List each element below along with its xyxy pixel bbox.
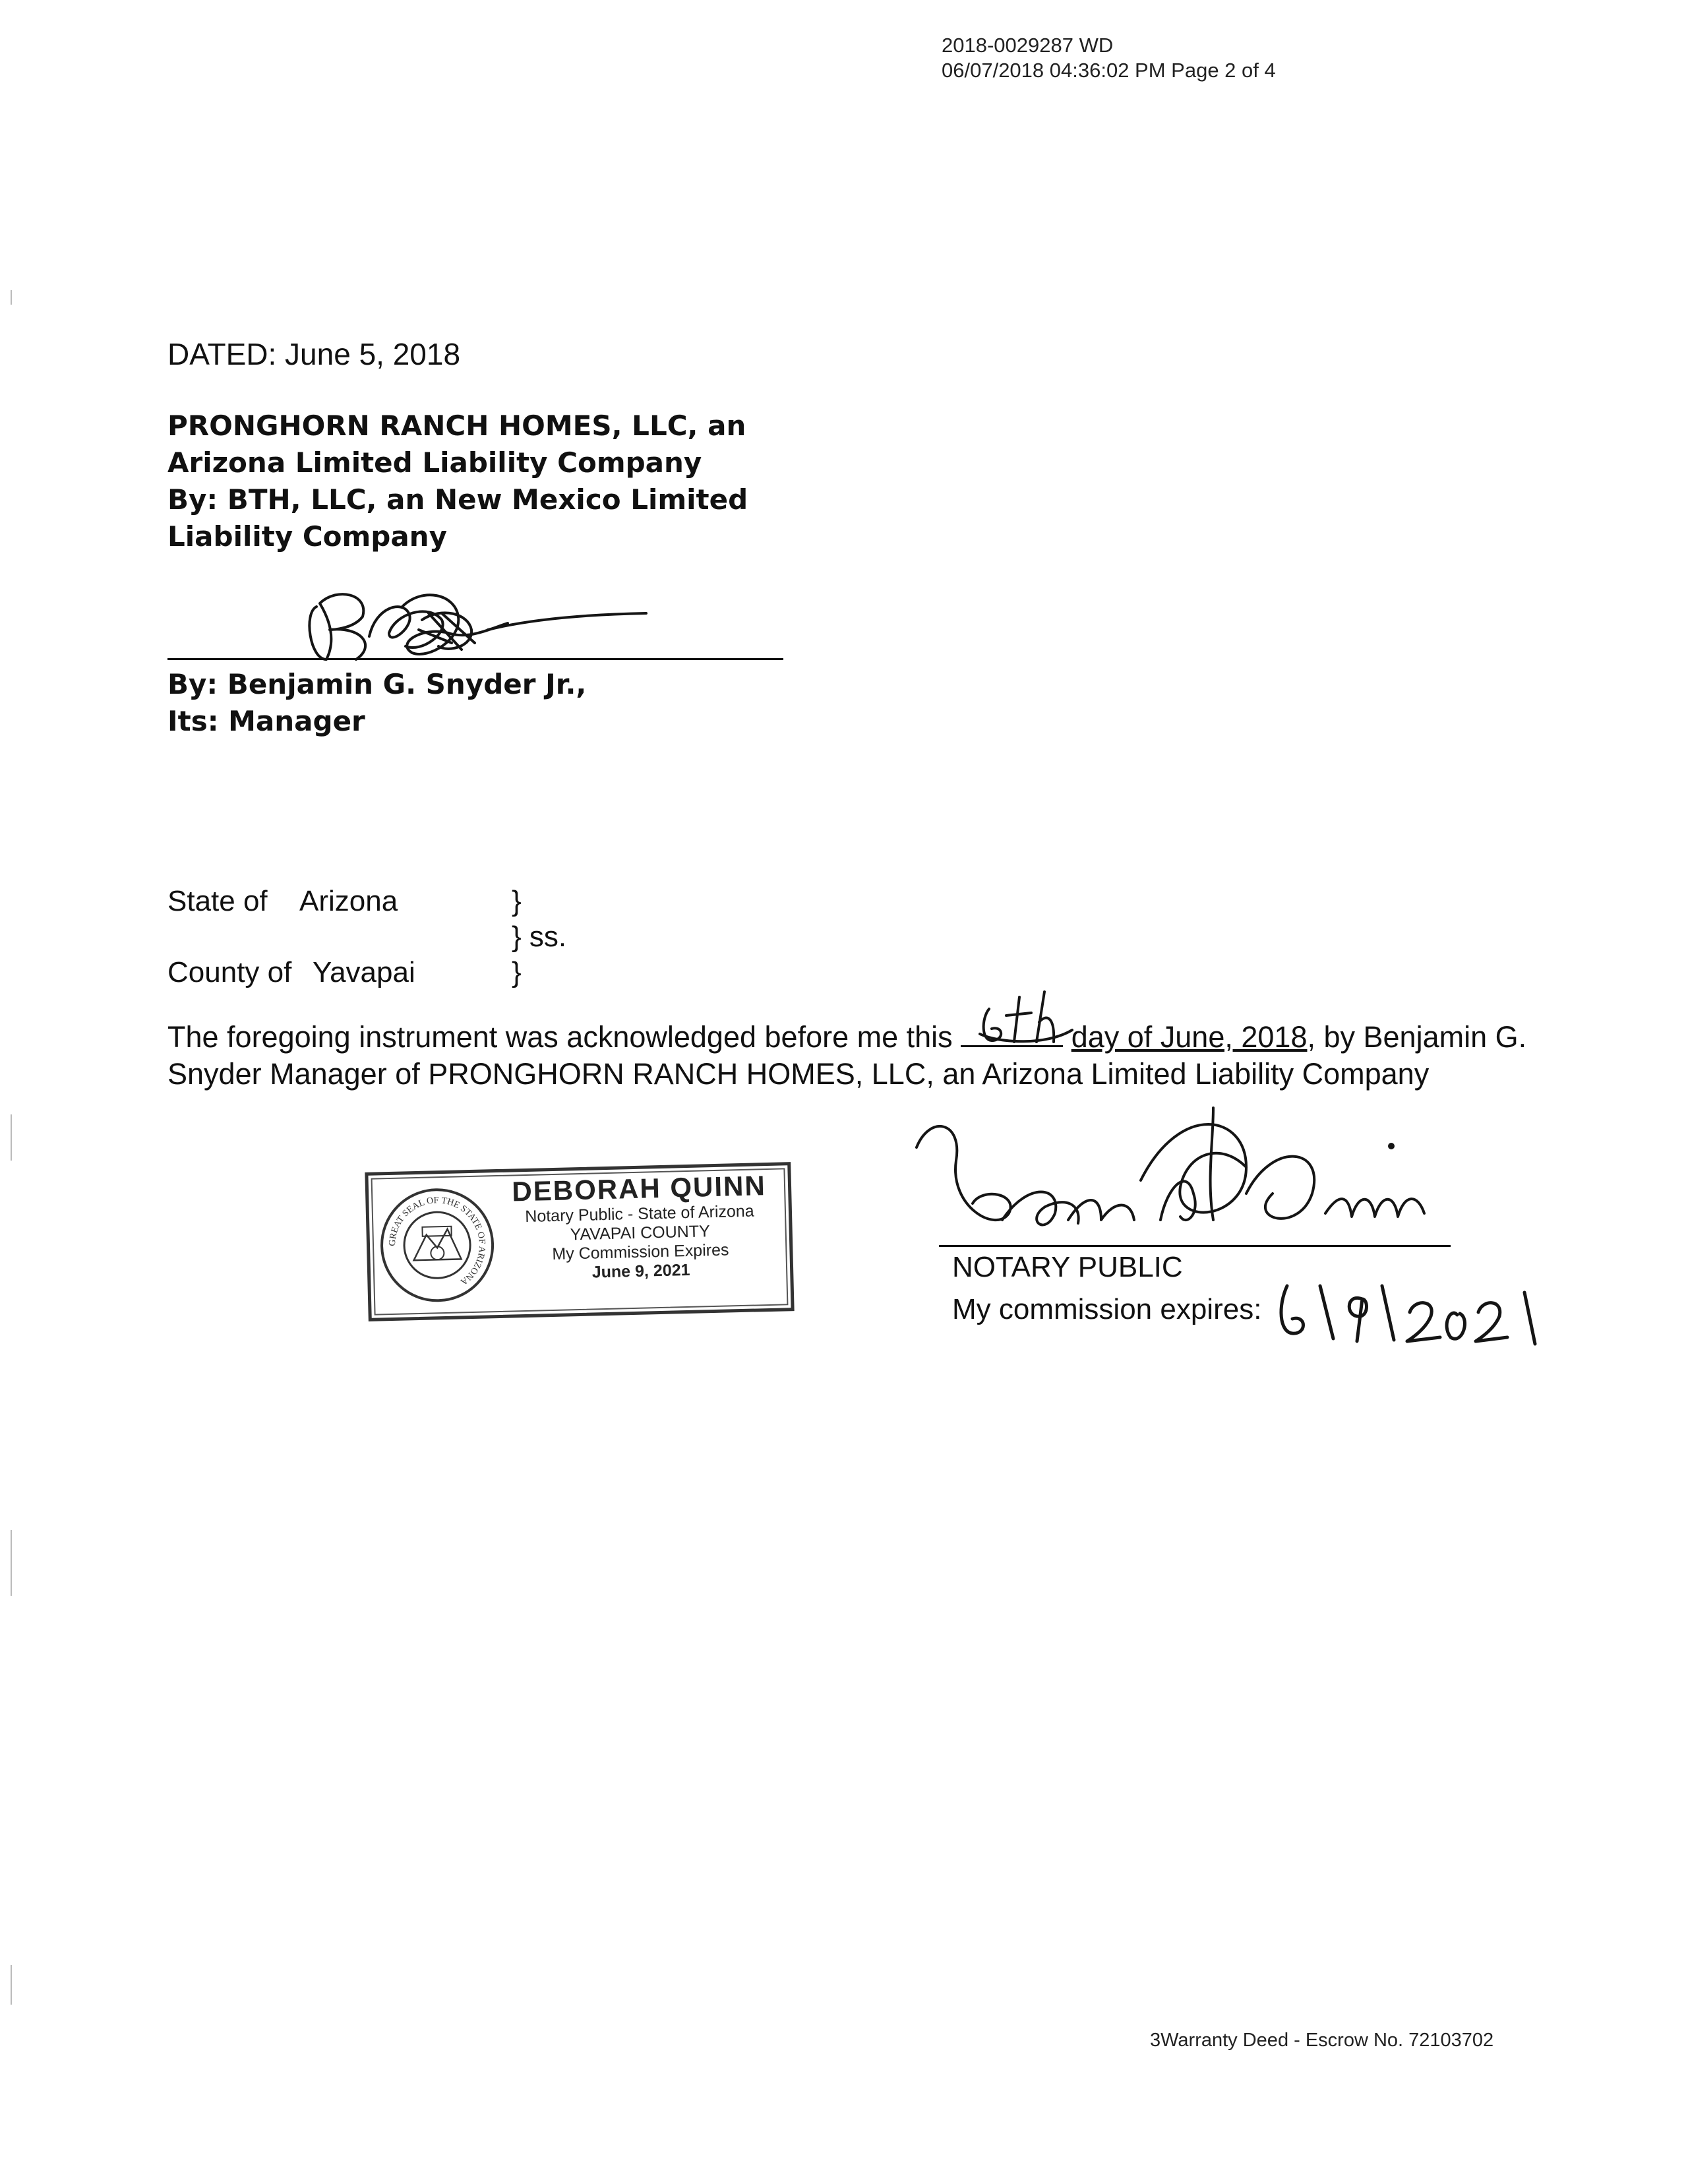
commission-expires-label: My commission expires: [952,1293,1262,1325]
signature-line [167,658,783,660]
seal-text: GREAT SEAL OF THE STATE OF ARIZONA [387,1196,487,1287]
scan-margin-mark [11,1965,12,2005]
ack-line-1 [167,1016,1526,1056]
stamp-line: June 9, 2021 [591,1260,690,1282]
recording-number: 2018-0029287 WD [942,34,1114,57]
entity-block [167,408,748,555]
recording-header [942,33,1276,83]
stamp-line: My Commission Expires [552,1240,729,1264]
county-value: Yavapai [313,956,415,988]
stamp-name: DEBORAH QUINN [511,1170,767,1207]
arizona-seal-icon [378,1186,497,1304]
notary-stamp [365,1162,794,1321]
stamp-line: Notary Public - State of Arizona [525,1201,754,1227]
stamp-text-block [500,1170,780,1285]
entity-line: PRONGHORN RANCH HOMES, LLC, an [167,410,746,442]
notary-signature [903,1088,1510,1259]
ack-date: day of June, 2018 [1071,1020,1308,1054]
stamp-line: YAVAPAI COUNTY [570,1222,711,1244]
page-footer: 3Warranty Deed - Escrow No. 72103702 [1150,2030,1494,2051]
county-label: County of [167,956,292,988]
scan-margin-mark [11,1530,12,1596]
signer-signature [290,567,659,673]
state-value: Arizona [299,885,398,917]
handwritten-day [973,989,1079,1055]
venue-brace: } [512,956,522,988]
recording-datetime-page: 06/07/2018 04:36:02 PM Page 2 of 4 [942,59,1276,82]
ack-text: The foregoing instrument was acknowledged before me this [167,1020,953,1054]
venue-brace: } [512,885,522,917]
entity-line: Arizona Limited Liability Company [167,446,702,479]
handwritten-expiry [1273,1273,1563,1352]
signer-name: By: Benjamin G. Snyder Jr., [167,668,587,700]
ack-line-2: Snyder Manager of PRONGHORN RANCH HOMES, LLC, an Arizona Limited Liability Company [167,1057,1430,1091]
commission-expires [952,1289,1261,1331]
notary-block [952,1246,1261,1331]
entity-line: Liability Company [167,520,447,553]
signer-title: Its: Manager [167,705,365,737]
scan-margin-mark [11,290,12,305]
acknowledgment [167,1016,1526,1093]
venue-ss: } ss. [512,921,567,953]
state-label: State of [167,885,268,917]
entity-line: By: BTH, LLC, an New Mexico Limited [167,483,748,516]
dated-line: DATED: June 5, 2018 [167,337,461,371]
notary-title: NOTARY PUBLIC [952,1251,1183,1283]
handwritten-day-text: 6th [973,989,975,990]
ack-text: , by Benjamin G. [1307,1020,1527,1054]
scan-margin-mark [11,1114,12,1161]
signer-block [167,666,586,740]
